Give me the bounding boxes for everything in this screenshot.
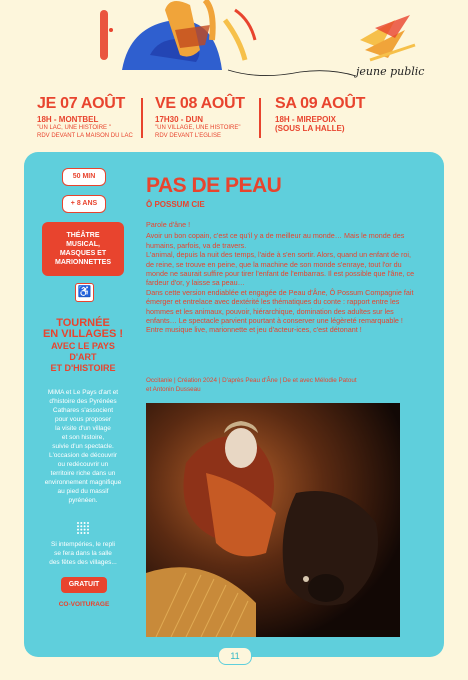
date-time: (SOUS LA HALLE) [275, 124, 345, 133]
date-time: 18H - MIREPOIX [275, 115, 336, 124]
category-line: MARIONNETTES [55, 259, 111, 266]
show-credits [146, 377, 416, 394]
paragraph: Dans cette version endiablée et engagée de Peau d'Âne, Ô Possum Compagnie fait émerger et entrelace avec dextérité les thématiques du conte : rapport entre les hommes et les animaux, pouvoir, hiérarchique, domination des adultes sur les enfants… Le spectacle parvient pourtant à conserver une légèreté remarquable ! Entre musique live, marionnette et jeu d'acteur-ices, c'est détonant ! [146, 287, 414, 335]
carpool-label: CO-VOITURAGE [58, 601, 110, 608]
date-desc: RDV DEVANT LA MAISON DU LAC [37, 133, 133, 139]
date-time: 17H30 - DUN [155, 115, 204, 124]
tour-title: EN VILLAGES ! [42, 328, 124, 340]
show-photo [146, 403, 400, 637]
text-line: la visite d'un village [55, 425, 111, 432]
text-line: pour vous proposer [54, 416, 111, 423]
header-illustration [0, 0, 468, 92]
date-time: 18H - MONTBEL [37, 115, 99, 124]
category-line: MASQUES ET [59, 250, 107, 257]
company-name: Ô POSSUM CIE [146, 200, 205, 209]
date-desc: "UN LAC, UNE HISTOIRE " [37, 125, 111, 131]
paragraph: L'animal, depuis la nuit des temps, l'aide à s'en sortir. Alors, quand un enfant de roi, de reine, se trouve en peine, que la machine de son monde s'enraye, tout l'or du monde ne saurait suffire pour tirer l'enfant de l'embarras. Il est possible que l'âne, ce fardeur d'or, y laisse sa peau… [146, 250, 415, 288]
date-desc: RDV DEVANT L'EGLISE [155, 133, 221, 139]
text-line: suivie d'un spectacle. [52, 443, 114, 450]
paragraph: Parole d'âne ! [146, 220, 191, 229]
show-panel [24, 152, 444, 657]
date-desc: "UN VILLAGE, UNE HISTOIRE" [155, 125, 241, 131]
date-day: VE 08 AOÛT [155, 95, 245, 112]
wheelchair-icon: ♿ [75, 283, 94, 302]
category-badge [42, 222, 124, 276]
category-line: MUSICAL, [66, 241, 100, 248]
text-line: environnement magnifique [44, 479, 122, 486]
tour-subtitle: AVEC LE PAYS [51, 341, 115, 351]
age-badge: + 8 ANS [62, 195, 106, 213]
date-day: SA 09 AOÛT [275, 95, 366, 112]
text-line: des fêtes des villages... [49, 559, 117, 566]
tour-title: TOURNÉE [56, 317, 110, 329]
page-number: 11 [218, 647, 252, 665]
date-1 [37, 95, 133, 140]
text-line: au pied du massif [57, 488, 109, 495]
text-line: L'occasion de découvrir [48, 452, 118, 459]
date-3 [275, 95, 365, 133]
credits-line: et Antonin Dusseau [146, 385, 201, 393]
dots-ornament-icon [76, 521, 90, 535]
date-2 [155, 95, 245, 140]
tour-subtitle: D'ART [69, 352, 97, 362]
paragraph: Avoir un bon copain, c'est ce qu'il y a de meilleur au monde… Mais le monde des humains, parfois, va de travers. [146, 231, 405, 250]
text-line: territoire riche dans un [50, 470, 116, 477]
date-separator [141, 98, 143, 138]
text-line: se fera dans la salle [54, 550, 112, 557]
date-day: JE 07 AOÛT [37, 95, 125, 112]
weather-note [30, 540, 136, 567]
text-line: d'histoire des Pyrénées [49, 398, 117, 405]
tour-subtitle: ET D'HISTOIRE [50, 363, 116, 373]
show-description [146, 220, 416, 335]
text-line: pyrénéen. [68, 497, 98, 504]
tour-heading [28, 318, 138, 374]
text-line: MiMA et Le Pays d'art et [47, 389, 119, 396]
free-badge: GRATUIT [61, 577, 107, 593]
tour-description [30, 388, 136, 505]
date-separator [259, 98, 261, 138]
text-line: et son histoire, [61, 434, 105, 441]
jeune-public-tagline: jeune public [356, 65, 425, 78]
duration-badge: 50 MIN [62, 168, 106, 186]
text-line: ou redécouvrir un [57, 461, 109, 468]
category-line: THÉÂTRE [66, 232, 100, 239]
show-photo-image [146, 403, 400, 637]
credits-line: Occitanie | Création 2024 | D'après Peau d'Âne | De et avec Mélodie Patout [146, 377, 357, 384]
show-title: PAS DE PEAU [146, 174, 282, 197]
text-line: Cathares s'associent [52, 407, 114, 414]
dates-bar [0, 95, 468, 145]
text-line: Si intempéries, le repli [51, 541, 115, 548]
